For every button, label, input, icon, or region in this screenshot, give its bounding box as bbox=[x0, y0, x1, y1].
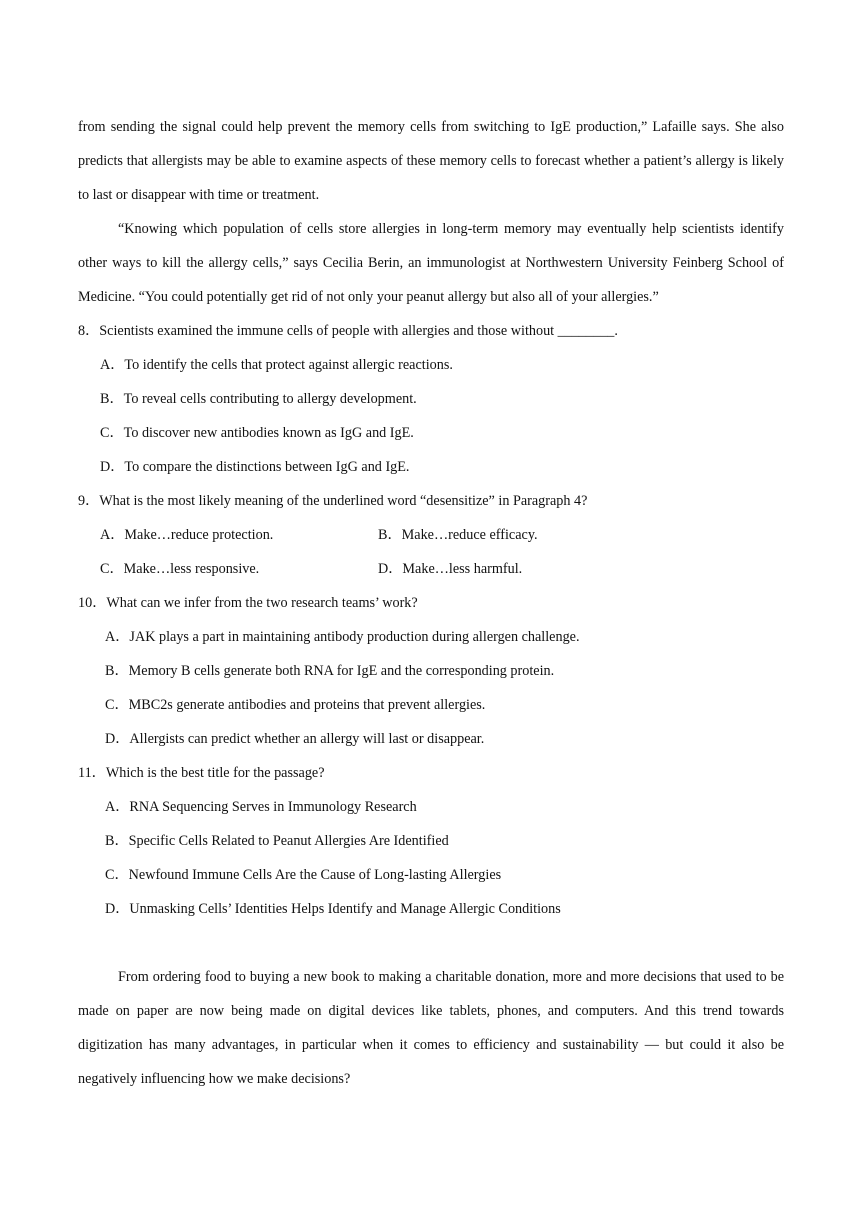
question-stem: 8．Scientists examined the immune cells of people with allergies and those without ________. bbox=[78, 323, 618, 339]
option-d: D．To compare the distinctions between IgG and IgE. bbox=[100, 459, 410, 475]
option-b: B．Memory B cells generate both RNA for IgE and the corresponding protein. bbox=[105, 663, 555, 679]
option-d: D．Allergists can predict whether an allergy will last or disappear. bbox=[105, 731, 485, 747]
section-gap bbox=[78, 926, 784, 960]
question-9 bbox=[78, 484, 784, 586]
option-a: A．RNA Sequencing Serves in Immunology Research bbox=[105, 799, 417, 815]
question-8 bbox=[78, 314, 784, 484]
option-a: A．JAK plays a part in maintaining antibody production during allergen challenge. bbox=[105, 629, 580, 645]
option-row bbox=[78, 518, 784, 552]
option-d: D．Make…less harmful. bbox=[378, 561, 523, 577]
option-c: C．Newfound Immune Cells Are the Cause of Long-lasting Allergies bbox=[105, 867, 502, 883]
option-row bbox=[78, 552, 784, 586]
passage-paragraph: From ordering food to buying a new book to making a charitable donation, more and more decisions that used to be made on paper are now being made on digital devices like tablets, phones, and computers. And this trend towards digitization has many advantages, in particular when it comes to efficiency and sustainability — but could it also be negatively influencing how we make decisions? bbox=[78, 969, 784, 1087]
question-10 bbox=[78, 586, 784, 756]
passage-paragraph: from sending the signal could help prevent the memory cells from switching to IgE production,” Lafaille says. She also predicts that allergists may be able to examine aspects of these memory cells to forecast whether a patient’s allergy is likely to last or disappear with time or treatment. bbox=[78, 119, 784, 203]
option-b: B．Make…reduce efficacy. bbox=[378, 527, 538, 543]
option-c: C．Make…less responsive. bbox=[100, 561, 260, 577]
question-stem: 10．What can we infer from the two research teams’ work? bbox=[78, 595, 418, 611]
question-stem: 11．Which is the best title for the passage? bbox=[78, 765, 325, 781]
option-b: B．To reveal cells contributing to allergy development. bbox=[100, 391, 417, 407]
document-page bbox=[78, 110, 784, 1096]
option-c: C．To discover new antibodies known as IgG and IgE. bbox=[100, 425, 414, 441]
option-b: B．Specific Cells Related to Peanut Allergies Are Identified bbox=[105, 833, 449, 849]
passage-paragraph: “Knowing which population of cells store allergies in long-term memory may eventually help scientists identify other ways to kill the allergy cells,” says Cecilia Berin, an immunologist at Northwestern University Feinberg School of Medicine. “You could potentially get rid of not only your peanut allergy but also all of your allergies.” bbox=[78, 221, 784, 305]
option-c: C．MBC2s generate antibodies and proteins that prevent allergies. bbox=[105, 697, 486, 713]
option-a: A．Make…reduce protection. bbox=[100, 527, 274, 543]
question-11 bbox=[78, 756, 784, 926]
option-d: D．Unmasking Cells’ Identities Helps Identify and Manage Allergic Conditions bbox=[105, 901, 561, 917]
question-stem: 9．What is the most likely meaning of the underlined word “desensitize” in Paragraph 4? bbox=[78, 493, 588, 509]
option-a: A．To identify the cells that protect against allergic reactions. bbox=[100, 357, 453, 373]
